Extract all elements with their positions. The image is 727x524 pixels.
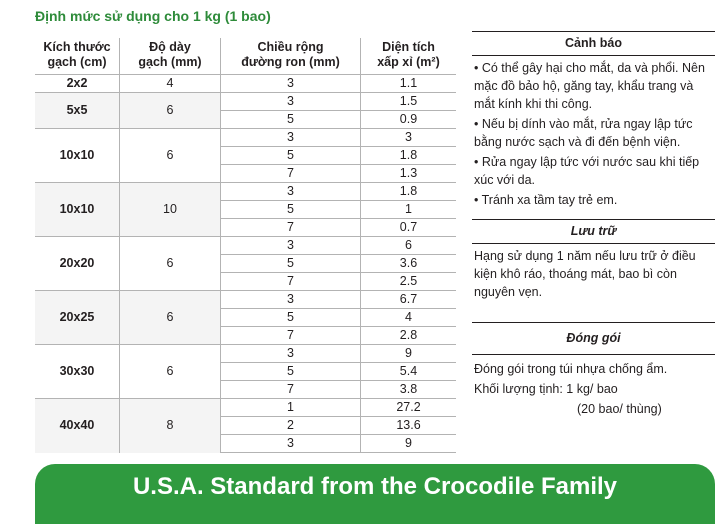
storage-heading: Lưu trữ bbox=[472, 219, 715, 244]
warning-item: • Có thể gây hại cho mắt, da và phổi. Nên mặc đồ bảo hộ, găng tay, khẩu trang và mắt kính khi thi công. bbox=[474, 61, 705, 111]
header-size: Kích thước gạch (cm) bbox=[43, 40, 111, 69]
cell-thickness: 10 bbox=[120, 183, 221, 237]
warning-list bbox=[472, 56, 715, 209]
cell-thickness: 6 bbox=[120, 129, 221, 183]
cell-size: 40x40 bbox=[35, 399, 120, 453]
cell-area: 2.5 bbox=[361, 273, 457, 291]
table-row bbox=[35, 345, 456, 363]
cell-size: 10x10 bbox=[35, 183, 120, 237]
cell-size: 5x5 bbox=[35, 93, 120, 129]
usage-title: Định mức sử dụng cho 1 kg (1 bao) bbox=[35, 8, 271, 24]
cell-joint-width: 5 bbox=[221, 363, 361, 381]
table-row bbox=[35, 183, 456, 201]
cell-thickness: 8 bbox=[120, 399, 221, 453]
storage-panel bbox=[472, 219, 715, 301]
cell-thickness: 6 bbox=[120, 237, 221, 291]
cell-size: 2x2 bbox=[35, 75, 120, 93]
cell-joint-width: 3 bbox=[221, 237, 361, 255]
cell-joint-width: 3 bbox=[221, 291, 361, 309]
cell-size: 20x25 bbox=[35, 291, 120, 345]
table-row bbox=[35, 399, 456, 417]
cell-area: 1.8 bbox=[361, 183, 457, 201]
header-thickness: Độ dày gạch (mm) bbox=[120, 38, 221, 75]
table-header-row bbox=[35, 38, 456, 75]
cell-thickness: 4 bbox=[120, 75, 221, 93]
cell-area: 5.4 bbox=[361, 363, 457, 381]
table-row bbox=[35, 237, 456, 255]
cell-size: 10x10 bbox=[35, 129, 120, 183]
cell-area: 1 bbox=[361, 201, 457, 219]
table-row bbox=[35, 93, 456, 111]
cell-area: 1.3 bbox=[361, 165, 457, 183]
cell-joint-width: 5 bbox=[221, 309, 361, 327]
cell-joint-width: 3 bbox=[221, 93, 361, 111]
cell-area: 3.8 bbox=[361, 381, 457, 399]
cell-joint-width: 7 bbox=[221, 165, 361, 183]
cell-joint-width: 3 bbox=[221, 129, 361, 147]
cell-thickness: 6 bbox=[120, 345, 221, 399]
cell-joint-width: 3 bbox=[221, 345, 361, 363]
table-row bbox=[35, 129, 456, 147]
usage-table bbox=[35, 38, 456, 453]
packing-line: Đóng gói trong túi nhựa chống ẩm. bbox=[474, 362, 668, 376]
banner-text: U.S.A. Standard from the Crocodile Family bbox=[132, 473, 618, 500]
cell-area: 6.7 bbox=[361, 291, 457, 309]
packing-body bbox=[472, 355, 715, 418]
cell-thickness: 6 bbox=[120, 291, 221, 345]
cell-area: 13.6 bbox=[361, 417, 457, 435]
cell-size: 30x30 bbox=[35, 345, 120, 399]
cell-area: 4 bbox=[361, 309, 457, 327]
cell-joint-width: 5 bbox=[221, 147, 361, 165]
table-body bbox=[35, 75, 456, 453]
warning-panel bbox=[472, 31, 715, 211]
cell-joint-width: 7 bbox=[221, 327, 361, 345]
warning-item: • Tránh xa tầm tay trẻ em. bbox=[474, 193, 618, 207]
cell-joint-width: 3 bbox=[221, 183, 361, 201]
cell-joint-width: 7 bbox=[221, 219, 361, 237]
cell-joint-width: 5 bbox=[221, 255, 361, 273]
cell-joint-width: 5 bbox=[221, 201, 361, 219]
warning-heading: Cảnh báo bbox=[472, 31, 715, 56]
cell-area: 1.5 bbox=[361, 93, 457, 111]
cell-area: 1.1 bbox=[361, 75, 457, 93]
cell-joint-width: 1 bbox=[221, 399, 361, 417]
cell-area: 3.6 bbox=[361, 255, 457, 273]
packing-heading: Đóng gói bbox=[472, 322, 715, 355]
cell-area: 0.7 bbox=[361, 219, 457, 237]
cell-area: 0.9 bbox=[361, 111, 457, 129]
cell-joint-width: 2 bbox=[221, 417, 361, 435]
cell-joint-width: 5 bbox=[221, 111, 361, 129]
cell-joint-width: 3 bbox=[221, 75, 361, 93]
packing-panel bbox=[472, 322, 715, 420]
cell-area: 3 bbox=[361, 129, 457, 147]
cell-area: 1.8 bbox=[361, 147, 457, 165]
table-row bbox=[35, 75, 456, 93]
cell-joint-width: 3 bbox=[221, 435, 361, 453]
cell-size: 20x20 bbox=[35, 237, 120, 291]
net-weight-line: Khối lượng tịnh: 1 kg/ bao bbox=[474, 382, 618, 396]
cell-thickness: 6 bbox=[120, 93, 221, 129]
cell-joint-width: 7 bbox=[221, 381, 361, 399]
cell-area: 9 bbox=[361, 345, 457, 363]
header-joint-width: Chiều rộng đường ron (mm) bbox=[221, 38, 361, 75]
cell-joint-width: 7 bbox=[221, 273, 361, 291]
cell-area: 9 bbox=[361, 435, 457, 453]
carton-line: (20 bao/ thùng) bbox=[577, 402, 662, 416]
cell-area: 2.8 bbox=[361, 327, 457, 345]
table-row bbox=[35, 291, 456, 309]
cell-area: 6 bbox=[361, 237, 457, 255]
warning-item: • Rửa ngay lập tức với nước sau khi tiếp xúc với da. bbox=[474, 155, 700, 187]
header-area: Diện tích xấp xỉ (m²) bbox=[361, 38, 457, 75]
warning-item: • Nếu bị dính vào mắt, rửa ngay lập tức bằng nước sạch và đi đến bệnh viện. bbox=[474, 117, 693, 149]
cell-area: 27.2 bbox=[361, 399, 457, 417]
storage-text: Hạng sử dụng 1 năm nếu lưu trữ ở điều kiện khô ráo, thoáng mát, bao bì còn nguyên vẹn. bbox=[474, 249, 696, 299]
